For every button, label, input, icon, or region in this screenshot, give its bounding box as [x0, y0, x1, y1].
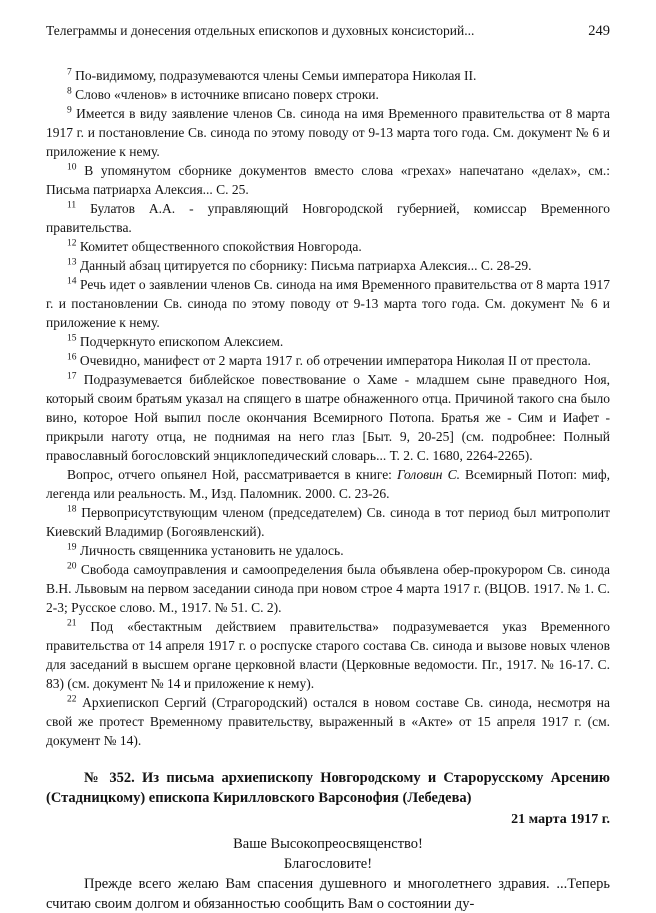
footnote	[46, 541, 610, 560]
footnote-text: По-видимому, подразумеваются члены Семьи императора Николая II.	[75, 68, 477, 83]
salutation-line-2: Благословите!	[283, 856, 373, 872]
running-header	[46, 22, 610, 40]
footnote-text: Первоприсутствующим членом (председателем) Св. синода в тот период был митрополит Киевский Владимир (Богоявленский).	[46, 505, 611, 539]
footnote-text: Речь идет о заявлении членов Св. синода на имя Временного правительства от 8 марта 1917 г. и постановлении Св. синода по этому поводу от 9-13 марта того года. См. документ № 6 и приложение к нему.	[46, 277, 611, 330]
footnote-text: Под «бестактным действием правительства» подразумевается указ Временного правительства от 14 апреля 1917 г. о роспуске старого состава Св. синода и вызове новых членов для заседаний в высшем органе церковной власти (Церковные ведомости. Пг., 1917. № 16-17. С. 83) (см. документ № 14 и приложение к нему).	[46, 619, 610, 691]
footnote-marker: 12	[67, 238, 77, 249]
footnote	[46, 85, 610, 104]
footnote-text: Булатов А.А. - управляющий Новгородской губернией, комиссар Временного правительства.	[46, 201, 611, 235]
footnote-text: Очевидно, манифест от 2 марта 1917 г. об отречении императора Николая II от престола.	[79, 353, 591, 368]
footnote-text: Комитет общественного спокойствия Новгорода.	[79, 239, 362, 254]
document-date: 21 марта 1917 г.	[511, 812, 610, 827]
footnote	[46, 370, 610, 465]
footnote-text: Слово «членов» в источнике вписано поверх строки.	[75, 87, 379, 102]
footnote-marker: 16	[67, 352, 77, 363]
footnote	[46, 560, 610, 617]
footnote-text: Данный абзац цитируется по сборнику: Письма патриарха Алексия... С. 28-29.	[79, 258, 532, 273]
footnote	[46, 503, 610, 541]
footnote-text: В упомянутом сборнике документов вместо слова «грехах» напечатано «делах», см.: Письма патриарха Алексия... С. 25.	[46, 163, 610, 197]
footnote-marker: 19	[67, 542, 77, 553]
footnote-marker: 21	[67, 618, 77, 629]
footnote	[46, 351, 610, 370]
running-header-title: Телеграммы и донесения отдельных епископов и духовных консисторий...	[46, 23, 475, 38]
footnote-marker: 17	[67, 371, 77, 382]
footnote-text: Подчеркнуто епископом Алексием.	[79, 334, 284, 349]
footnote	[46, 237, 610, 256]
footnote-marker: 22	[67, 694, 77, 705]
footnote-marker: 13	[67, 257, 77, 268]
footnote	[46, 66, 610, 85]
document-352	[46, 768, 610, 913]
footnote	[46, 256, 610, 275]
footnote-marker: 14	[67, 276, 77, 287]
footnote	[46, 693, 610, 750]
letter-body: Прежде всего желаю Вам спасения душевного и многолетнего здравия. ...Теперь считаю своим долгом и обязанностью сообщить Вам о состоянии ду-	[46, 876, 610, 912]
footnote-marker: 15	[67, 333, 77, 344]
footnote	[46, 617, 610, 693]
footnote-marker: 11	[67, 200, 77, 211]
footnote-marker: 18	[67, 504, 77, 515]
footnote	[46, 161, 610, 199]
footnote-text: Подразумевается библейское повествование о Хаме - младшем сыне праведного Ноя, который своим братьям указал на спящего в шатре обнаженного отца. Причиной такого сна было вино, которое Ной выпил после окончания Всемирного Потопа. Братья же - Сим и Иафет - прикрыли наготу отца, не поднимая на него глаз [Быт. 9, 20-25] (см. подробнее: Полный православный богословский энциклопедический словарь... Т. 2. С. 1680, 2264-2265).	[46, 372, 610, 463]
footnote-marker: 20	[67, 561, 77, 572]
footnote-text: Свобода самоуправления и самоопределения была объявлена обер-прокурором Св. синода В.Н. Львовым на первом заседании синода при новом строе 4 марта 1917 г. (ВЦОВ. 1917. № 1. С. 2-3; Русское слово. М., 1917. № 51. С. 2).	[46, 562, 611, 615]
footnote	[46, 275, 610, 332]
footnote-text-italic: Головин С.	[397, 467, 460, 482]
footnote-text: Личность священника установить не удалось.	[79, 543, 344, 558]
footnote	[46, 199, 610, 237]
salutation-line-1: Ваше Высокопреосвященство!	[233, 836, 423, 852]
footnotes-section	[46, 66, 610, 750]
footnote-marker: 8	[67, 86, 72, 97]
page-number: 249	[588, 23, 610, 39]
footnote-marker: 10	[67, 162, 77, 173]
footnote-text: Имеется в виду заявление членов Св. синода на имя Временного правительства от 8 марта 1917 г. и постановление Св. синода по этому поводу от 9-13 марта того года. См. документ № 6 и приложение к нему.	[46, 106, 611, 159]
footnote	[46, 465, 610, 503]
footnote-text: Вопрос, отчего опьянел Ной, рассматривается в книге:	[67, 467, 397, 482]
document-heading: № 352. Из письма архиепископу Новгородскому и Старорусскому Арсению (Стадницкому) епископа Кирилловского Варсонофия (Лебедева)	[46, 770, 610, 806]
footnote-text: Всемирный Потоп: миф, легенда или реальность. М., Изд. Паломник. 2000. С. 23-26.	[46, 467, 610, 501]
footnote-marker: 7	[67, 67, 72, 78]
footnote	[46, 332, 610, 351]
footnote-marker: 9	[67, 105, 72, 116]
footnote	[46, 104, 610, 161]
footnote-text: Архиепископ Сергий (Страгородский) остался в новом составе Св. синода, несмотря на свой же протест Временному правительству, выраженный в «Акте» от 15 апреля 1917 г. (см. документ № 14).	[46, 695, 611, 748]
